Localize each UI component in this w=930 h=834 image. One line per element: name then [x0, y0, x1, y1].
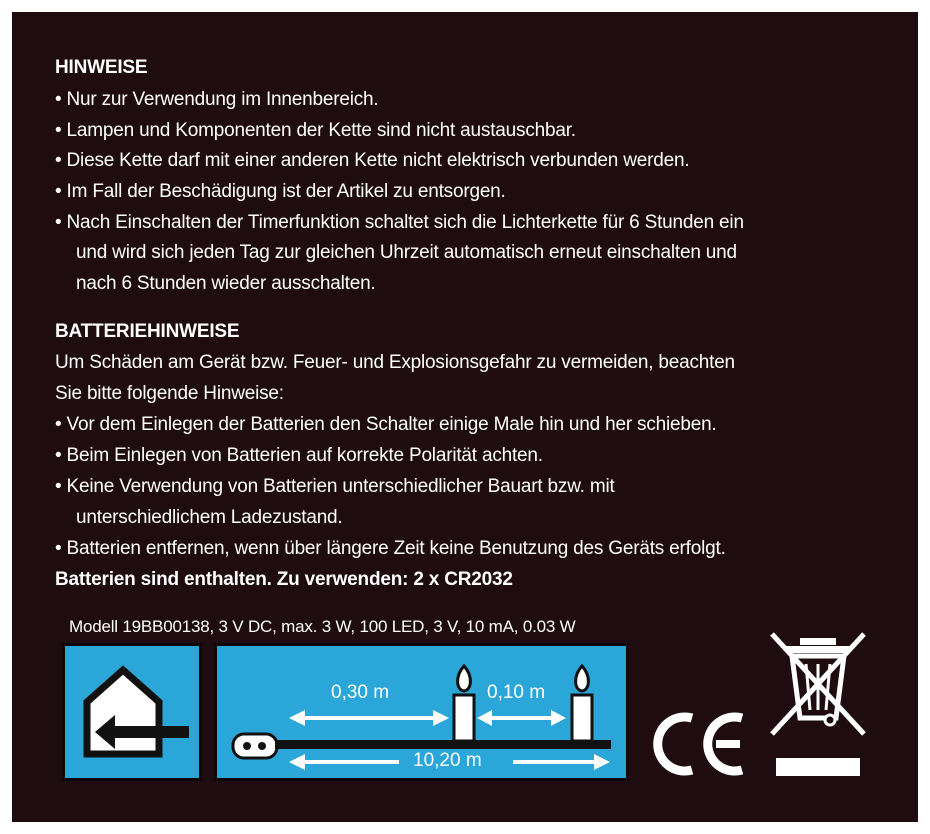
- batterie-title: BATTERIEHINWEISE: [55, 321, 240, 342]
- hinweise-line: nach 6 Stunden wieder ausschalten.: [76, 273, 376, 294]
- hinweise-title: HINWEISE: [55, 57, 148, 78]
- batterie-line: Um Schäden am Gerät bzw. Feuer- und Explosionsgefahr zu vermeiden, beachten: [55, 352, 735, 373]
- ce-mark-icon: [652, 708, 752, 780]
- hinweise-line: • Lampen und Komponenten der Kette sind nicht austauschbar.: [55, 120, 576, 141]
- total-length-label: 10,20 m: [413, 750, 482, 771]
- batterie-line: • Beim Einlegen von Batterien auf korrekte Polarität achten.: [55, 445, 543, 466]
- batterie-line: • Vor dem Einlegen der Batterien den Schalter einige Male hin und her schieben.: [55, 414, 717, 435]
- hinweise-line: • Nach Einschalten der Timerfunktion schaltet sich die Lichterkette für 6 Stunden ein: [55, 212, 744, 233]
- hinweise-line: • Nur zur Verwendung im Innenbereich.: [55, 89, 379, 110]
- weee-symbol: [766, 630, 870, 782]
- hinweise-line: • Im Fall der Beschädigung ist der Artikel zu entsorgen.: [55, 181, 506, 202]
- ce-mark: [652, 708, 752, 780]
- batterie-line: unterschiedlichem Ladezustand.: [76, 507, 343, 528]
- crossed-bin-icon: [766, 630, 870, 782]
- lead-length-label: 0,30 m: [331, 682, 390, 703]
- model-spec: Modell 19BB00138, 3 V DC, max. 3 W, 100 LED, 3 V, 10 mA, 0.03 W: [69, 617, 576, 636]
- indoor-use-symbol: [62, 643, 202, 781]
- light-chain-diagram: [214, 643, 629, 781]
- hinweise-line: und wird sich jeden Tag zur gleichen Uhrzeit automatisch erneut einschalten und: [76, 242, 737, 263]
- batterie-line: • Keine Verwendung von Batterien unterschiedlicher Bauart bzw. mit: [55, 476, 615, 497]
- house-arrow-icon: [65, 646, 199, 778]
- batterie-line: Sie bitte folgende Hinweise:: [55, 383, 284, 404]
- bulb-spacing-label: 0,10 m: [487, 682, 546, 703]
- batteries-included-note: Batterien sind enthalten. Zu verwenden: 2 x CR2032: [55, 569, 513, 590]
- hinweise-line: • Diese Kette darf mit einer anderen Kette nicht elektrisch verbunden werden.: [55, 150, 690, 171]
- batterie-line: • Batterien entfernen, wenn über längere Zeit keine Benutzung des Geräts erfolgt.: [55, 538, 726, 559]
